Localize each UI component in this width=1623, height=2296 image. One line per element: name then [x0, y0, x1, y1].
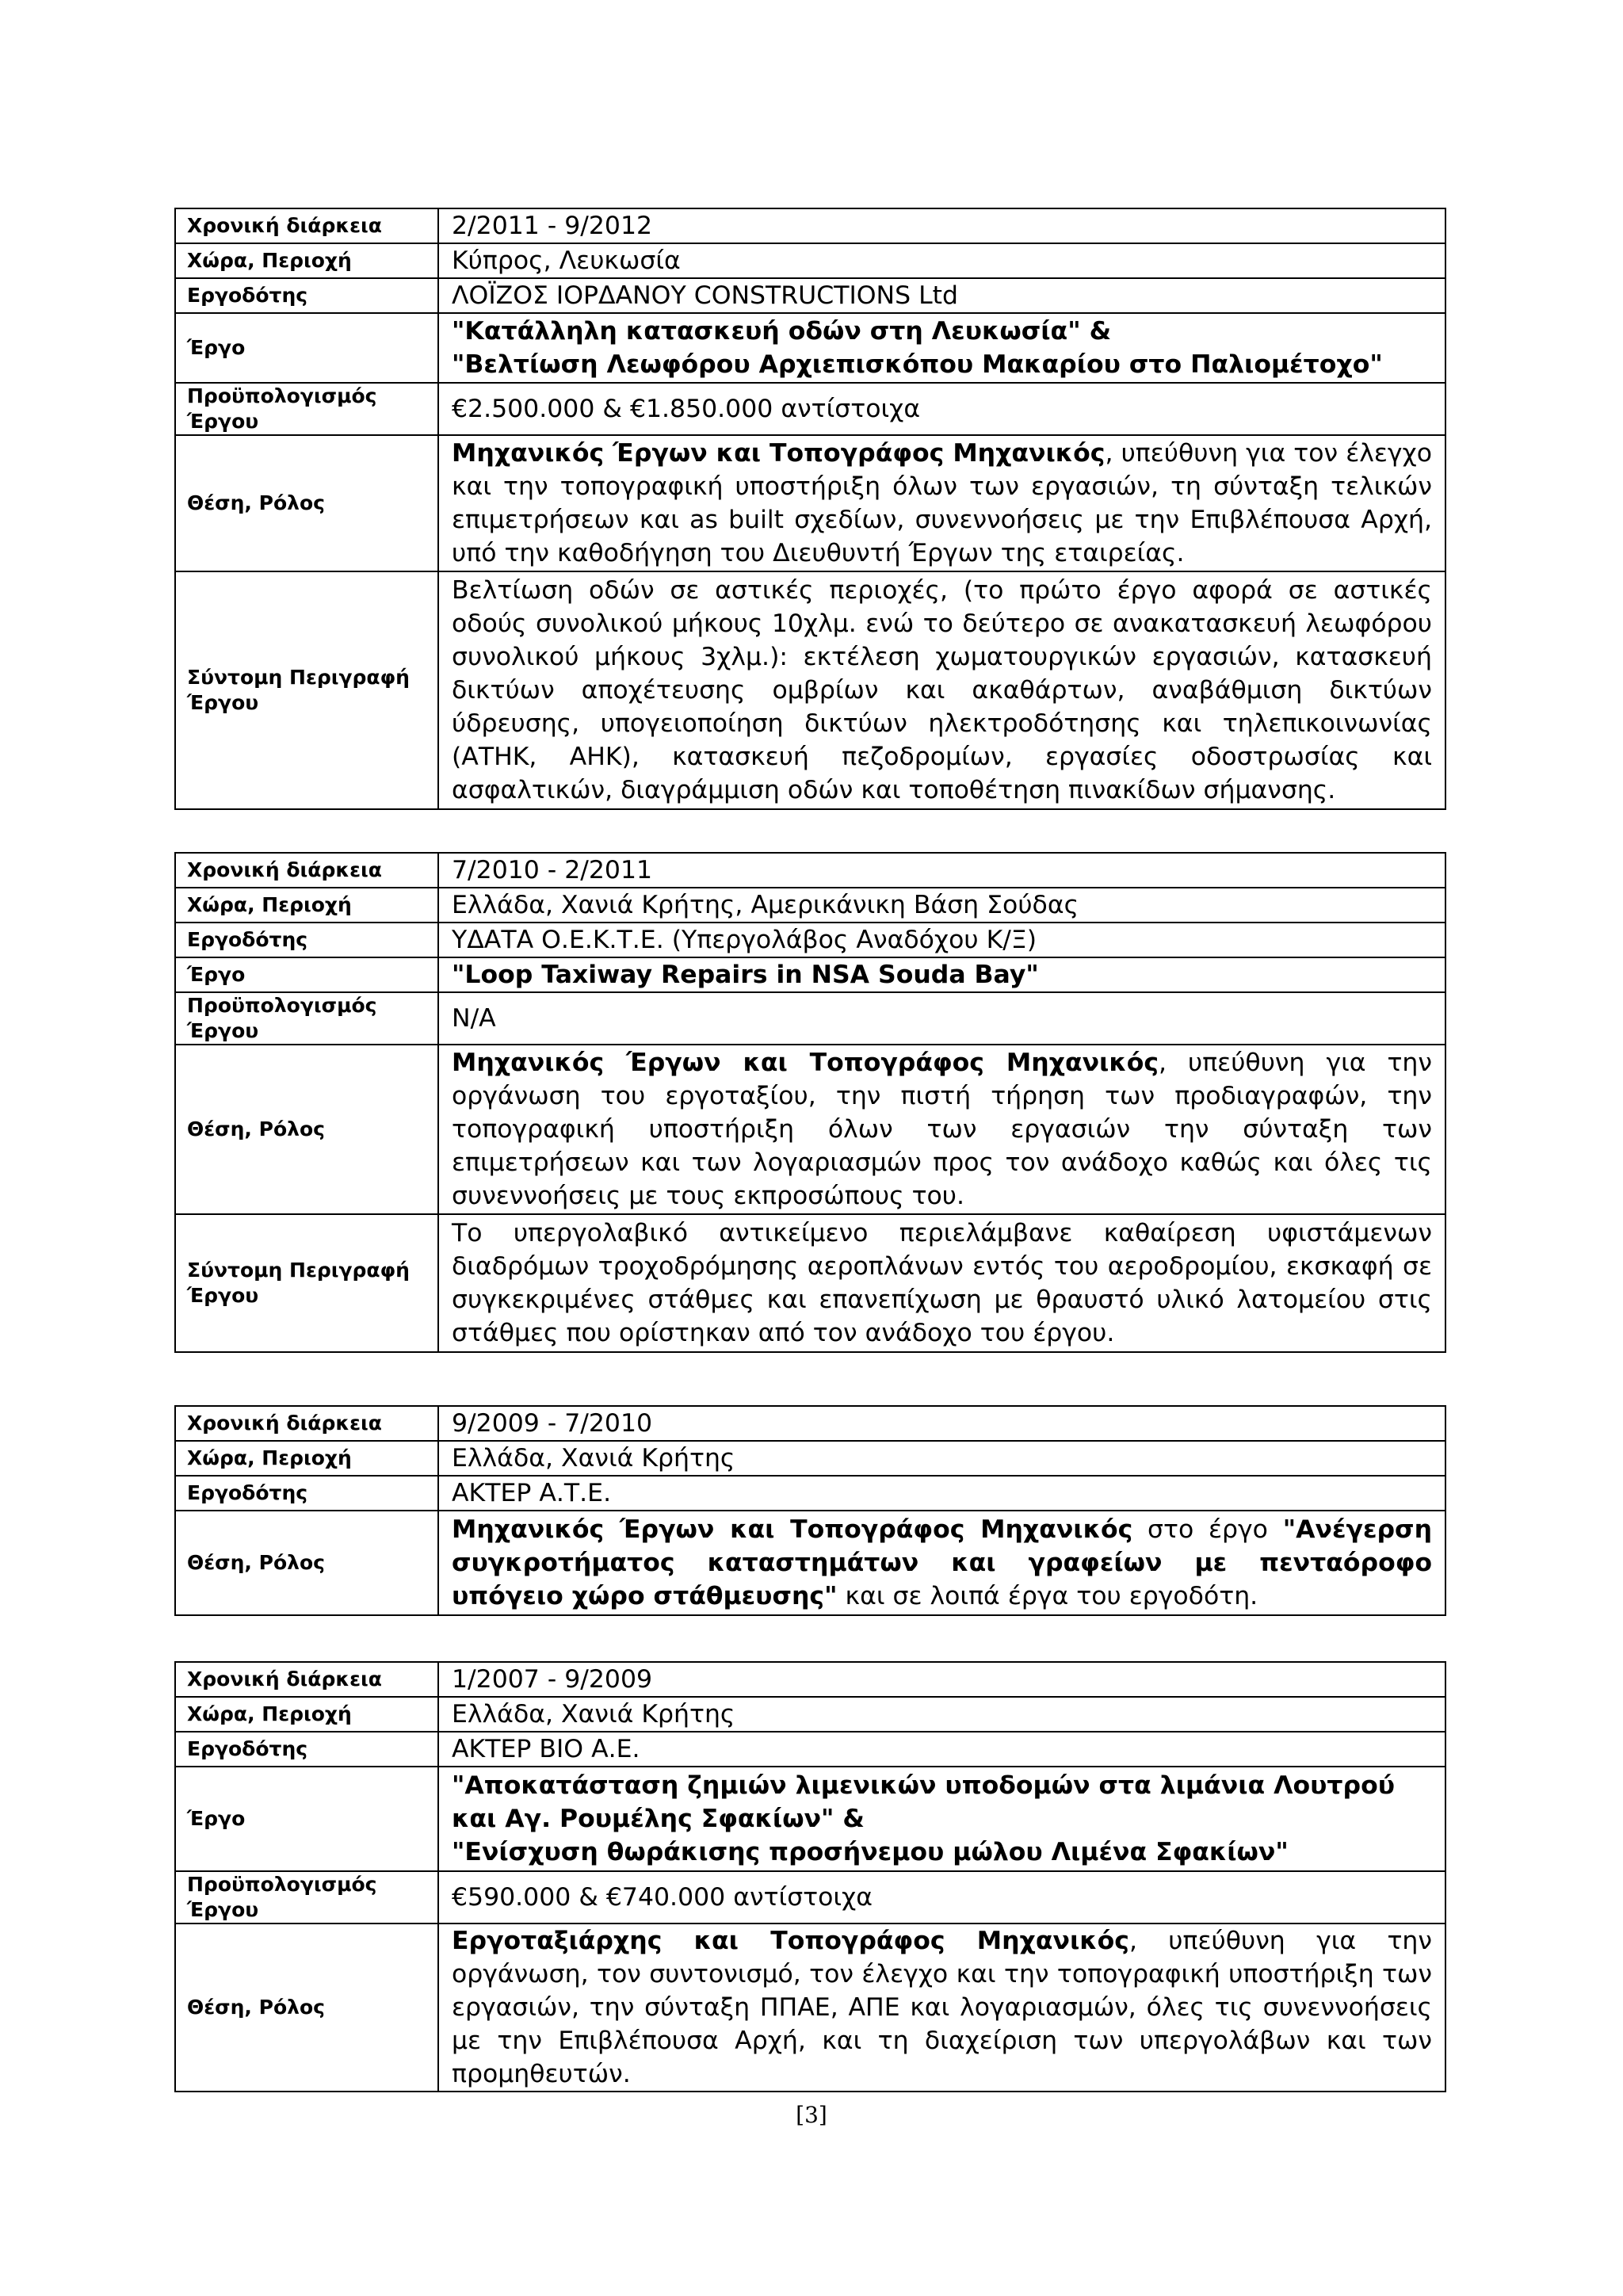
row-employer: [175, 278, 1445, 313]
row-employer: [175, 923, 1445, 957]
value-project: "Loop Taxiway Repairs in NSA Souda Bay": [438, 957, 1445, 992]
row-country: [175, 888, 1445, 923]
value-budget: €2.500.000 & €1.850.000 αντίστοιχα: [438, 383, 1445, 435]
row-duration: [175, 853, 1445, 888]
role-text: , υπεύθυνη για την οργάνωση του εργοταξίου, την πιστή τήρηση των προδιαγραφών, την τοπογραφική υποστήριξη όλων των εργασιών την σύνταξη των επιμετρήσεων και των λογαριασμών προς τον ανάδοχο καθώς και όλες τις συνεννοήσεις με τους εκπροσώπους του.: [452, 1049, 1432, 1210]
value-employer: ΑΚΤΕΡ Α.Τ.Ε.: [438, 1476, 1445, 1511]
experience-table-1: [174, 208, 1446, 810]
page-number: [3]: [796, 2102, 827, 2128]
row-role: [175, 435, 1445, 571]
role-project: "Ανέγερση συγκροτήματος καταστημάτων και γραφείων με πενταόροφο υπόγειο χώρο στάθμευσης": [452, 1515, 1432, 1610]
row-role: [175, 1045, 1445, 1214]
value-role: [438, 1924, 1445, 2092]
label-duration: Χρονική διάρκεια: [175, 1406, 438, 1441]
label-country: Χώρα, Περιοχή: [175, 243, 438, 278]
label-project: Έργο: [175, 313, 438, 383]
label-employer: Εργοδότης: [175, 1732, 438, 1767]
row-project: [175, 313, 1445, 383]
value-project: [438, 1767, 1445, 1871]
role-title: Μηχανικός Έργων και Τοπογράφος Μηχανικός: [452, 439, 1106, 468]
row-country: [175, 243, 1445, 278]
value-country: Ελλάδα, Χανιά Κρήτης: [438, 1697, 1445, 1732]
row-duration: [175, 1662, 1445, 1697]
experience-table-4: [174, 1661, 1446, 2092]
role-mid: στο έργο: [1132, 1515, 1283, 1544]
row-project: [175, 1767, 1445, 1871]
value-country: Ελλάδα, Χανιά Κρήτης, Αμερικάνικη Βάση Σούδας: [438, 888, 1445, 923]
value-description: Το υπεργολαβικό αντικείμενο περιελάμβανε καθαίρεση υφιστάμενων διαδρόμων τροχοδρόμησης αεροπλάνων εντός του αεροδρομίου, εκσκαφή σε συγκεκριμένες στάθμες και επανεπίχωση με θραυστό υλικό λατομείου στις στάθμες που ορίστηκαν από τον ανάδοχο του έργου.: [438, 1214, 1445, 1352]
value-description: Βελτίωση οδών σε αστικές περιοχές, (το πρώτο έργο αφορά σε αστικές οδούς συνολικού μήκους 10χλμ. ενώ το δεύτερο σε ανακατασκευή λεωφόρου συνολικού μήκους 3χλμ.): εκτέλεση χωματουργικών εργασιών, κατασκευή δικτύων αποχέτευσης ομβρίων και ακαθάρτων, αναβάθμιση δικτύων ύδρευσης, υπογειοποίηση δικτύων ηλεκτροδότησης και τηλεπικοινωνίας (ΑΤΗΚ, ΑΗΚ), κατασκευή πεζοδρομίων, εργασίες οδοστρωσίας και ασφαλτικών, διαγράμμιση οδών και τοποθέτηση πινακίδων σήμανσης.: [438, 571, 1445, 809]
label-duration: Χρονική διάρκεια: [175, 853, 438, 888]
label-country: Χώρα, Περιοχή: [175, 1441, 438, 1476]
experience-table-2: [174, 852, 1446, 1353]
row-country: [175, 1441, 1445, 1476]
value-budget: €590.000 & €740.000 αντίστοιχα: [438, 1871, 1445, 1924]
label-role: Θέση, Ρόλος: [175, 1045, 438, 1214]
label-country: Χώρα, Περιοχή: [175, 1697, 438, 1732]
row-description: [175, 571, 1445, 809]
label-role: Θέση, Ρόλος: [175, 435, 438, 571]
label-employer: Εργοδότης: [175, 1476, 438, 1511]
label-budget: Προϋπολογισμός Έργου: [175, 992, 438, 1045]
label-role: Θέση, Ρόλος: [175, 1511, 438, 1615]
value-role: [438, 1511, 1445, 1615]
value-role: [438, 435, 1445, 571]
row-duration: [175, 1406, 1445, 1441]
value-employer: ΥΔΑΤΑ Ο.Ε.Κ.Τ.Ε. (Υπεργολάβος Αναδόχου Κ/Ξ): [438, 923, 1445, 957]
value-country: Ελλάδα, Χανιά Κρήτης: [438, 1441, 1445, 1476]
label-description: Σύντομη Περιγραφή Έργου: [175, 571, 438, 809]
value-duration: 2/2011 - 9/2012: [438, 208, 1445, 243]
row-budget: [175, 1871, 1445, 1924]
role-text: , υπεύθυνη για τον έλεγχο και την τοπογραφική υποστήριξη όλων των εργασιών, τη σύνταξη τελικών επιμετρήσεων και as built σχεδίων, συνεννοήσεις με την Επιβλέπουσα Αρχή, υπό την καθοδήγηση του Διευθυντή Έργων της εταιρείας.: [452, 439, 1432, 567]
label-project: Έργο: [175, 1767, 438, 1871]
value-employer: ΑΚΤΕΡ ΒΙΟ Α.Ε.: [438, 1732, 1445, 1767]
value-employer: ΛΟΪΖΟΣ ΙΟΡΔΑΝΟΥ CONSTRUCTIONS Ltd: [438, 278, 1445, 313]
role-title: Εργοταξιάρχης και Τοπογράφος Μηχανικός: [452, 1927, 1129, 1955]
label-role: Θέση, Ρόλος: [175, 1924, 438, 2092]
value-duration: 1/2007 - 9/2009: [438, 1662, 1445, 1697]
row-duration: [175, 208, 1445, 243]
value-budget: N/A: [438, 992, 1445, 1045]
project-line-1: "Αποκατάσταση ζημιών λιμενικών υποδομών στα λιμάνια Λουτρού και Αγ. Ρουμέλης Σφακίων" &: [452, 1771, 1395, 1833]
role-title: Μηχανικός Έργων και Τοπογράφος Μηχανικός: [452, 1515, 1133, 1544]
value-country: Κύπρος, Λευκωσία: [438, 243, 1445, 278]
row-description: [175, 1214, 1445, 1352]
label-duration: Χρονική διάρκεια: [175, 208, 438, 243]
label-budget: Προϋπολογισμός Έργου: [175, 383, 438, 435]
role-text: και σε λοιπά έργα του εργοδότη.: [837, 1582, 1258, 1610]
value-project: [438, 313, 1445, 383]
value-duration: 9/2009 - 7/2010: [438, 1406, 1445, 1441]
label-project: Έργο: [175, 957, 438, 992]
label-description: Σύντομη Περιγραφή Έργου: [175, 1214, 438, 1352]
experience-table-3: [174, 1405, 1446, 1616]
label-budget: Προϋπολογισμός Έργου: [175, 1871, 438, 1924]
row-employer: [175, 1476, 1445, 1511]
role-title: Μηχανικός Έργων και Τοπογράφος Μηχανικός: [452, 1049, 1159, 1077]
row-role: [175, 1924, 1445, 2092]
value-role: [438, 1045, 1445, 1214]
row-country: [175, 1697, 1445, 1732]
row-role: [175, 1511, 1445, 1615]
label-employer: Εργοδότης: [175, 278, 438, 313]
value-duration: 7/2010 - 2/2011: [438, 853, 1445, 888]
project-line-2: "Ενίσχυση θωράκισης προσήνεμου μώλου Λιμένα Σφακίων": [452, 1838, 1289, 1866]
project-line-2: "Βελτίωση Λεωφόρου Αρχιεπισκόπου Μακαρίου στο Παλιομέτοχο": [452, 350, 1383, 379]
row-employer: [175, 1732, 1445, 1767]
label-duration: Χρονική διάρκεια: [175, 1662, 438, 1697]
label-employer: Εργοδότης: [175, 923, 438, 957]
row-budget: [175, 992, 1445, 1045]
project-line-1: "Κατάλληλη κατασκευή οδών στη Λευκωσία" &: [452, 317, 1112, 346]
row-budget: [175, 383, 1445, 435]
label-country: Χώρα, Περιοχή: [175, 888, 438, 923]
role-text: , υπεύθυνη για την οργάνωση, τον συντονισμό, τον έλεγχο και την τοπογραφική υποστήριξη των εργασιών, την σύνταξη ΠΠΑΕ, ΑΠΕ και λογαριασμών, όλες τις συνεννοήσεις με την Επιβλέπουσα Αρχή, και τη διαχείριση των υπεργολάβων και των προμηθευτών.: [452, 1927, 1432, 2088]
row-project: [175, 957, 1445, 992]
